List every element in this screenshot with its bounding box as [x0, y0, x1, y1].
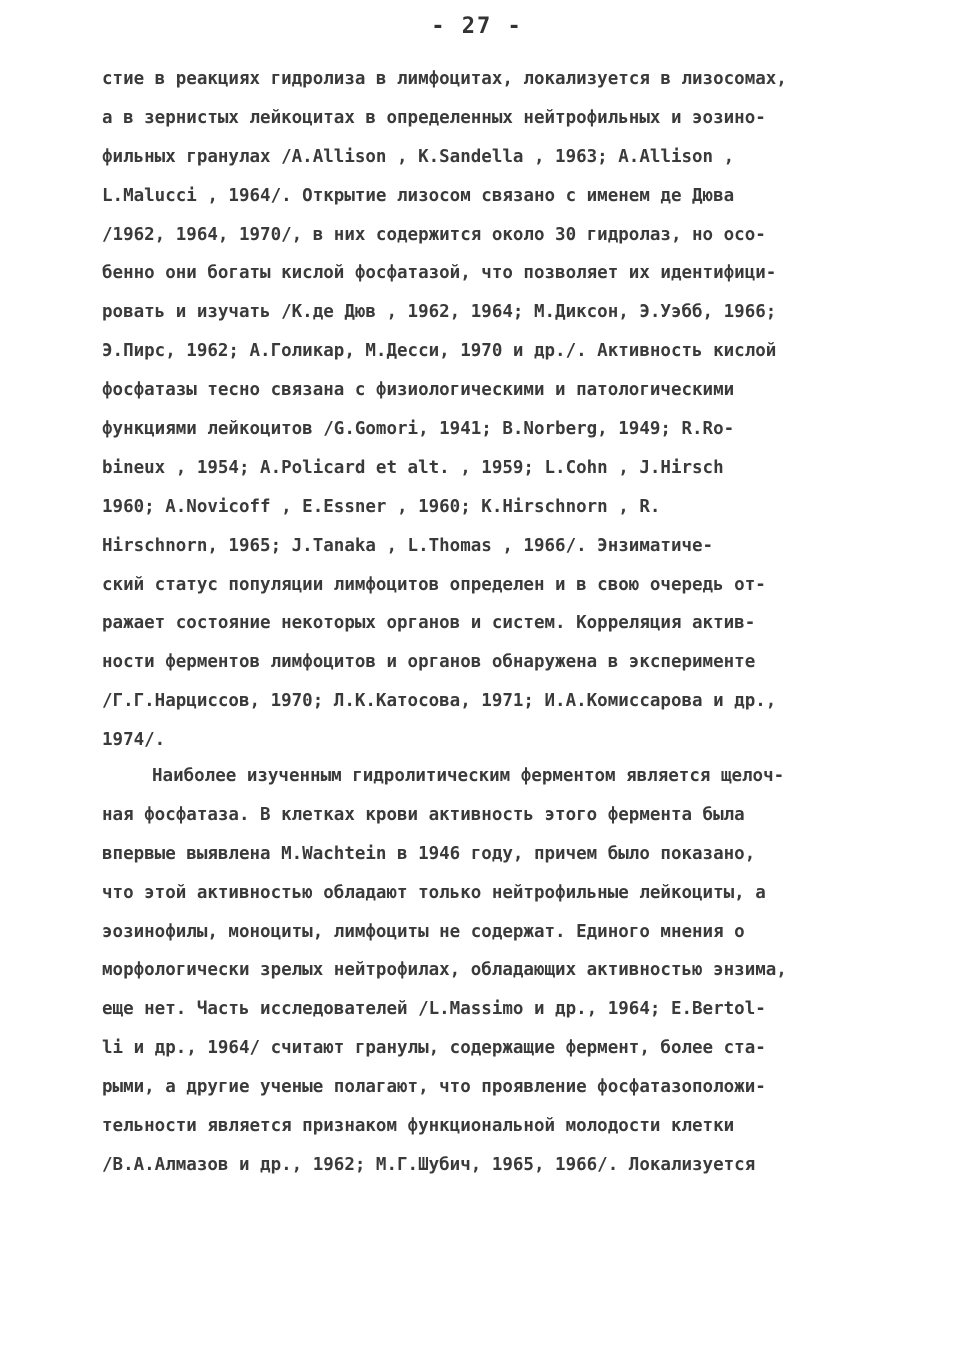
text-line: рыми, а другие ученые полагают, что проявление фосфатазоположи- [102, 1077, 766, 1098]
text-line: еще нет. Часть исследователей /L.Massimo и др., 1964; E.Bertol- [102, 999, 766, 1020]
text-line: Hirschnorn, 1965; J.Tanaka , L.Thomas , 1966/. Энзиматиче- [102, 535, 714, 556]
text-line: стие в реакциях гидролиза в лимфоцитах, локализуется в лизосомах, [102, 69, 787, 89]
text-line: а в зернистых лейкоцитах в определенных нейтрофильных и эозино- [102, 107, 766, 128]
text-line: эозинофилы, моноциты, лимфоциты не содержат. Единого мнения о [102, 921, 745, 942]
text-line: тельности является признаком функциональной молодости клетки [102, 1116, 735, 1137]
text-line: 1960; A.Novicoff , E.Essner , 1960; K.Hirschnorn , R. [102, 496, 661, 517]
text-line: ности ферментов лимфоцитов и органов обнаружена в эксперименте [102, 652, 756, 673]
paragraph-1 [102, 60, 882, 760]
page-number: - 27 - [431, 14, 523, 39]
text-line: бенно они богаты кислой фосфатазой, что позволяет их идентифици- [102, 263, 777, 284]
text-line: что этой активностью обладают только нейтрофильные лейкоциты, а [102, 882, 766, 903]
paragraph-2 [102, 757, 882, 1185]
text-line: ражает состояние некоторых органов и систем. Корреляция актив- [102, 613, 756, 634]
text-line: впервые выявлена M.Wachtein в 1946 году, причем было показано, [102, 843, 756, 864]
text-line: ровать и изучать /К.де Дюв , 1962, 1964; М.Диксон, Э.Уэбб, 1966; [102, 302, 777, 323]
text-line: /В.А.Алмазов и др., 1962; М.Г.Шубич, 1965, 1966/. Локализуется [102, 1154, 756, 1175]
text-line: li и др., 1964/ считают гранулы, содержащие фермент, более ста- [102, 1038, 766, 1059]
text-line: bineux , 1954; A.Policard et alt. , 1959; L.Cohn , J.Hirsch [102, 457, 724, 478]
text-line: /Г.Г.Нарциссов, 1970; Л.К.Катосова, 1971; И.А.Комиссарова и др., [102, 691, 777, 712]
text-line: фильных гранулах /A.Allison , K.Sandella , 1963; A.Allison , [102, 146, 735, 167]
text-line: ная фосфатаза. В клетках крови активность этого фермента была [102, 804, 745, 825]
text-line: L.Malucci , 1964/. Открытие лизосом связано с именем де Дюва [102, 185, 735, 206]
text-line: 1974/. [102, 730, 166, 751]
text-line: ский статус популяции лимфоцитов определен и в свою очередь от- [102, 574, 766, 595]
text-line: фосфатазы тесно связана с физиологическими и патологическими [102, 380, 735, 401]
text-line: функциями лейкоцитов /G.Gomori, 1941; B.Norberg, 1949; R.Ro- [102, 419, 735, 440]
text-line: Э.Пирс, 1962; А.Голикар, М.Десси, 1970 и др./. Активность кислой [102, 341, 777, 362]
text-line: Наиболее изученным гидролитическим ферментом является щелоч- [152, 766, 785, 786]
text-line: /1962, 1964, 1970/, в них содержится около 30 гидролаз, но осо- [102, 224, 766, 245]
text-line: морфологически зрелых нейтрофилах, обладающих активностью энзима, [102, 960, 787, 981]
